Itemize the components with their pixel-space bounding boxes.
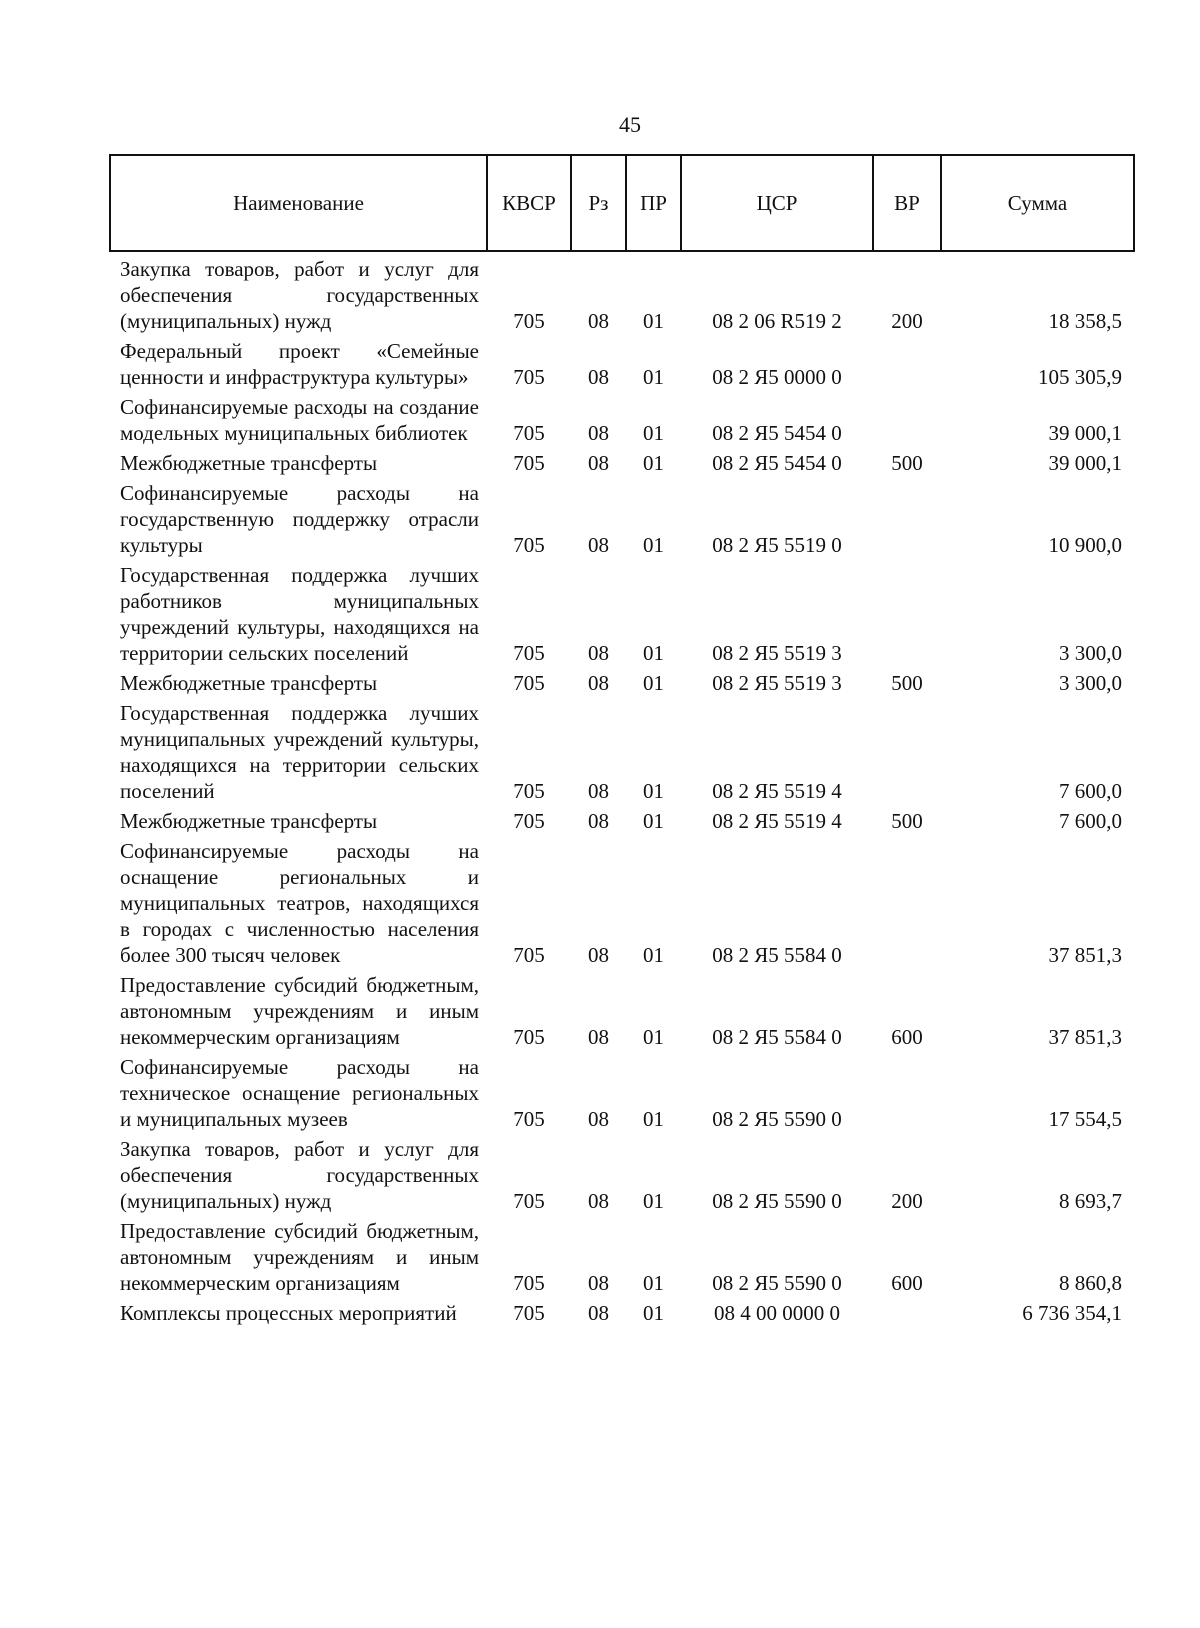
cell-sum: 6 736 354,1	[1022, 1301, 1122, 1325]
cell-pr: 01	[643, 779, 664, 803]
cell-vr: 500	[891, 809, 923, 833]
cell-name: Закупка товаров, работ и услуг для обеспечения государственных (муниципальных) нужд	[120, 257, 479, 333]
cell-sum: 7 600,0	[1059, 809, 1122, 833]
cell-sum: 39 000,1	[1048, 451, 1122, 475]
cell-sum: 37 851,3	[1048, 1025, 1122, 1049]
table-row	[110, 480, 1134, 562]
cell-kvsr: 705	[513, 671, 545, 695]
cell-csr: 08 4 00 0000 0	[714, 1301, 840, 1325]
cell-name: Софинансируемые расходы на государственную поддержку отрасли культуры	[120, 481, 479, 557]
cell-kvsr: 705	[513, 641, 545, 665]
cell-vr	[873, 394, 941, 450]
cell-pr: 01	[643, 1025, 664, 1049]
cell-vr	[873, 1054, 941, 1136]
cell-rz: 08	[588, 641, 609, 665]
cell-csr: 08 2 Я5 5454 0	[712, 421, 842, 445]
cell-kvsr: 705	[513, 1189, 545, 1213]
cell-vr: 600	[891, 1025, 923, 1049]
cell-pr: 01	[643, 309, 664, 333]
cell-csr: 08 2 Я5 5584 0	[712, 1025, 842, 1049]
cell-rz: 08	[588, 1025, 609, 1049]
cell-csr: 08 2 Я5 5519 4	[712, 809, 842, 833]
header-pr: ПР	[626, 155, 681, 251]
cell-vr	[873, 700, 941, 808]
cell-name: Предоставление субсидий бюджетным, автономным учреждениям и иным некоммерческим организациям	[120, 1219, 479, 1295]
cell-sum: 8 693,7	[1059, 1189, 1122, 1213]
cell-kvsr: 705	[513, 1107, 545, 1131]
header-csr: ЦСР	[681, 155, 873, 251]
cell-rz: 08	[588, 779, 609, 803]
cell-vr: 200	[891, 309, 923, 333]
cell-rz: 08	[588, 365, 609, 389]
cell-vr: 600	[891, 1271, 923, 1295]
cell-name: Межбюджетные трансферты	[120, 671, 378, 695]
cell-rz: 08	[588, 533, 609, 557]
cell-csr: 08 2 Я5 5519 0	[712, 533, 842, 557]
cell-name: Государственная поддержка лучших работников муниципальных учреждений культуры, находящихся на территории сельских поселений	[120, 563, 479, 665]
cell-rz: 08	[588, 1301, 609, 1325]
cell-csr: 08 2 06 R519 2	[712, 309, 842, 333]
table-row	[110, 838, 1134, 972]
table-row	[110, 251, 1134, 338]
cell-kvsr: 705	[513, 943, 545, 967]
cell-kvsr: 705	[513, 1025, 545, 1049]
cell-vr: 200	[891, 1189, 923, 1213]
table-row	[110, 700, 1134, 808]
cell-sum: 3 300,0	[1059, 641, 1122, 665]
cell-name: Федеральный проект «Семейные ценности и инфраструктура культуры»	[120, 339, 479, 389]
table-header	[110, 155, 1134, 251]
cell-csr: 08 2 Я5 0000 0	[712, 365, 842, 389]
cell-kvsr: 705	[513, 1301, 545, 1325]
cell-name: Межбюджетные трансферты	[120, 809, 378, 833]
cell-vr	[873, 338, 941, 394]
cell-pr: 01	[643, 943, 664, 967]
cell-kvsr: 705	[513, 451, 545, 475]
cell-kvsr: 705	[513, 309, 545, 333]
table-row	[110, 808, 1134, 838]
cell-pr: 01	[643, 1189, 664, 1213]
cell-pr: 01	[643, 1271, 664, 1295]
budget-table	[109, 154, 1135, 1330]
table-row	[110, 1136, 1134, 1218]
cell-sum: 17 554,5	[1048, 1107, 1122, 1131]
cell-sum: 7 600,0	[1059, 779, 1122, 803]
cell-name: Межбюджетные трансферты	[120, 451, 378, 475]
table-row	[110, 562, 1134, 670]
cell-csr: 08 2 Я5 5519 3	[712, 641, 842, 665]
cell-csr: 08 2 Я5 5519 3	[712, 671, 842, 695]
cell-kvsr: 705	[513, 779, 545, 803]
cell-rz: 08	[588, 671, 609, 695]
cell-name: Государственная поддержка лучших муниципальных учреждений культуры, находящихся на территории сельских поселений	[120, 701, 479, 803]
cell-pr: 01	[643, 533, 664, 557]
cell-csr: 08 2 Я5 5590 0	[712, 1107, 842, 1131]
table-body	[110, 251, 1134, 1330]
cell-rz: 08	[588, 451, 609, 475]
cell-rz: 08	[588, 309, 609, 333]
table-row	[110, 1300, 1134, 1330]
cell-rz: 08	[588, 1271, 609, 1295]
table-row	[110, 670, 1134, 700]
cell-pr: 01	[643, 671, 664, 695]
cell-rz: 08	[588, 809, 609, 833]
table-row	[110, 972, 1134, 1054]
cell-sum: 3 300,0	[1059, 671, 1122, 695]
cell-name: Предоставление субсидий бюджетным, автономным учреждениям и иным некоммерческим организациям	[120, 973, 479, 1049]
cell-csr: 08 2 Я5 5590 0	[712, 1271, 842, 1295]
cell-sum: 105 305,9	[1038, 365, 1122, 389]
cell-sum: 18 358,5	[1048, 309, 1122, 333]
cell-rz: 08	[588, 943, 609, 967]
cell-pr: 01	[643, 365, 664, 389]
cell-pr: 01	[643, 1107, 664, 1131]
cell-csr: 08 2 Я5 5584 0	[712, 943, 842, 967]
cell-name: Комплексы процессных мероприятий	[120, 1301, 457, 1325]
header-sum: Сумма	[941, 155, 1134, 251]
page-number: 45	[619, 112, 641, 137]
cell-name: Софинансируемые расходы на создание модельных муниципальных библиотек	[120, 395, 479, 445]
cell-sum: 8 860,8	[1059, 1271, 1122, 1295]
cell-sum: 39 000,1	[1048, 421, 1122, 445]
cell-pr: 01	[643, 809, 664, 833]
cell-pr: 01	[643, 421, 664, 445]
table-row	[110, 394, 1134, 450]
cell-csr: 08 2 Я5 5519 4	[712, 779, 842, 803]
cell-name: Софинансируемые расходы на оснащение региональных и муниципальных театров, находящихся в городах с численностью населения более 300 тысяч человек	[120, 839, 479, 967]
cell-csr: 08 2 Я5 5590 0	[712, 1189, 842, 1213]
cell-rz: 08	[588, 1189, 609, 1213]
cell-pr: 01	[643, 1301, 664, 1325]
header-kvsr: КВСР	[487, 155, 571, 251]
table-row	[110, 1054, 1134, 1136]
cell-kvsr: 705	[513, 1271, 545, 1295]
cell-vr	[873, 480, 941, 562]
cell-name: Закупка товаров, работ и услуг для обеспечения государственных (муниципальных) нужд	[120, 1137, 479, 1213]
cell-kvsr: 705	[513, 809, 545, 833]
cell-vr	[873, 562, 941, 670]
table-row	[110, 1218, 1134, 1300]
table-row	[110, 450, 1134, 480]
cell-csr: 08 2 Я5 5454 0	[712, 451, 842, 475]
cell-kvsr: 705	[513, 533, 545, 557]
cell-vr	[873, 1300, 941, 1330]
cell-sum: 10 900,0	[1048, 533, 1122, 557]
cell-kvsr: 705	[513, 365, 545, 389]
cell-pr: 01	[643, 641, 664, 665]
header-vr: ВР	[873, 155, 941, 251]
cell-vr: 500	[891, 451, 923, 475]
cell-pr: 01	[643, 451, 664, 475]
table-row	[110, 338, 1134, 394]
cell-sum: 37 851,3	[1048, 943, 1122, 967]
cell-rz: 08	[588, 1107, 609, 1131]
cell-vr: 500	[891, 671, 923, 695]
header-rz: Рз	[571, 155, 626, 251]
cell-name: Софинансируемые расходы на техническое оснащение региональных и муниципальных музеев	[120, 1055, 479, 1131]
header-name: Наименование	[110, 155, 487, 251]
cell-vr	[873, 838, 941, 972]
cell-rz: 08	[588, 421, 609, 445]
cell-kvsr: 705	[513, 421, 545, 445]
